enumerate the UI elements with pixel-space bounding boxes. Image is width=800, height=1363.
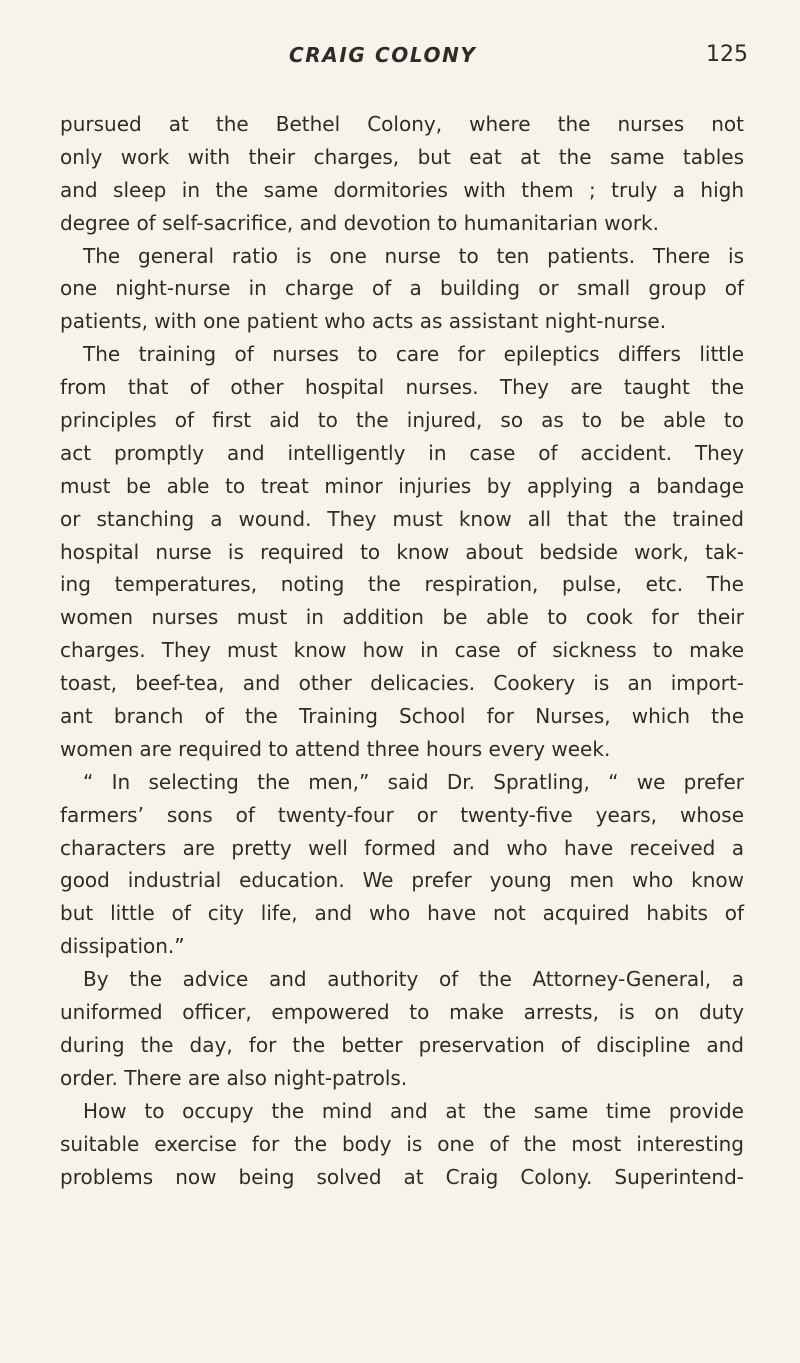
text-line: women nurses must in addition be able to cook for their — [60, 605, 744, 630]
text-line: uniformed officer, empowered to make arrests, is on duty — [60, 1000, 744, 1025]
text-line: suitable exercise for the body is one of the most interesting — [60, 1131, 744, 1156]
text-line: principles of first aid to the injured, so as to be able to — [60, 408, 744, 433]
text-line: but little of city life, and who have not acquired habits of — [60, 901, 744, 926]
text-line: and sleep in the same dormitories with them ; truly a high — [60, 177, 744, 202]
text-line: order. There are also night-patrols. — [60, 1065, 408, 1090]
text-line: How to occupy the mind and at the same time provide — [83, 1098, 744, 1123]
text-line: act promptly and intelligently in case of accident. They — [60, 440, 744, 465]
text-line: good industrial education. We prefer young men who know — [60, 868, 744, 893]
text-line: The training of nurses to care for epileptics differs little — [83, 342, 744, 367]
text-line: women are required to attend three hours every week. — [60, 736, 611, 761]
body-text — [60, 108, 744, 1193]
page-number: 125 — [706, 42, 748, 67]
text-line: pursued at the Bethel Colony, where the nurses not — [60, 112, 744, 136]
text-line: characters are pretty well formed and who have received a — [60, 835, 744, 860]
running-title: CRAIG COLONY — [289, 43, 477, 67]
text-line: ant branch of the Training School for Nurses, which the — [60, 704, 744, 729]
text-line: from that of other hospital nurses. They are taught the — [60, 375, 744, 400]
text-line: farmers’ sons of twenty-four or twenty-five years, whose — [60, 802, 744, 827]
text-line: The general ratio is one nurse to ten patients. There is — [83, 243, 744, 268]
text-line: patients, with one patient who acts as assistant night-nurse. — [60, 309, 667, 334]
text-line: charges. They must know how in case of sickness to make — [60, 638, 744, 663]
text-line: during the day, for the better preservation of discipline and — [60, 1032, 744, 1057]
text-line: “ In selecting the men,” said Dr. Spratling, “ we prefer — [83, 769, 744, 794]
text-line: degree of self-sacrifice, and devotion to humanitarian work. — [60, 210, 659, 235]
running-header — [0, 40, 800, 80]
text-line: one night-nurse in charge of a building or small group of — [60, 276, 744, 301]
text-line: problems now being solved at Craig Colony. Superintend- — [60, 1164, 744, 1189]
text-line: toast, beef-tea, and other delicacies. Cookery is an import- — [60, 671, 744, 696]
text-line: dissipation.” — [60, 934, 185, 959]
text-line: ing temperatures, noting the respiration, pulse, etc. The — [60, 572, 744, 597]
text-line: or stanching a wound. They must know all that the trained — [60, 506, 744, 531]
text-line: must be able to treat minor injuries by applying a bandage — [60, 473, 744, 498]
text-line: By the advice and authority of the Attorney-General, a — [83, 967, 744, 992]
text-line: only work with their charges, but eat at the same tables — [60, 144, 744, 169]
text-line: hospital nurse is required to know about bedside work, tak- — [60, 539, 744, 564]
